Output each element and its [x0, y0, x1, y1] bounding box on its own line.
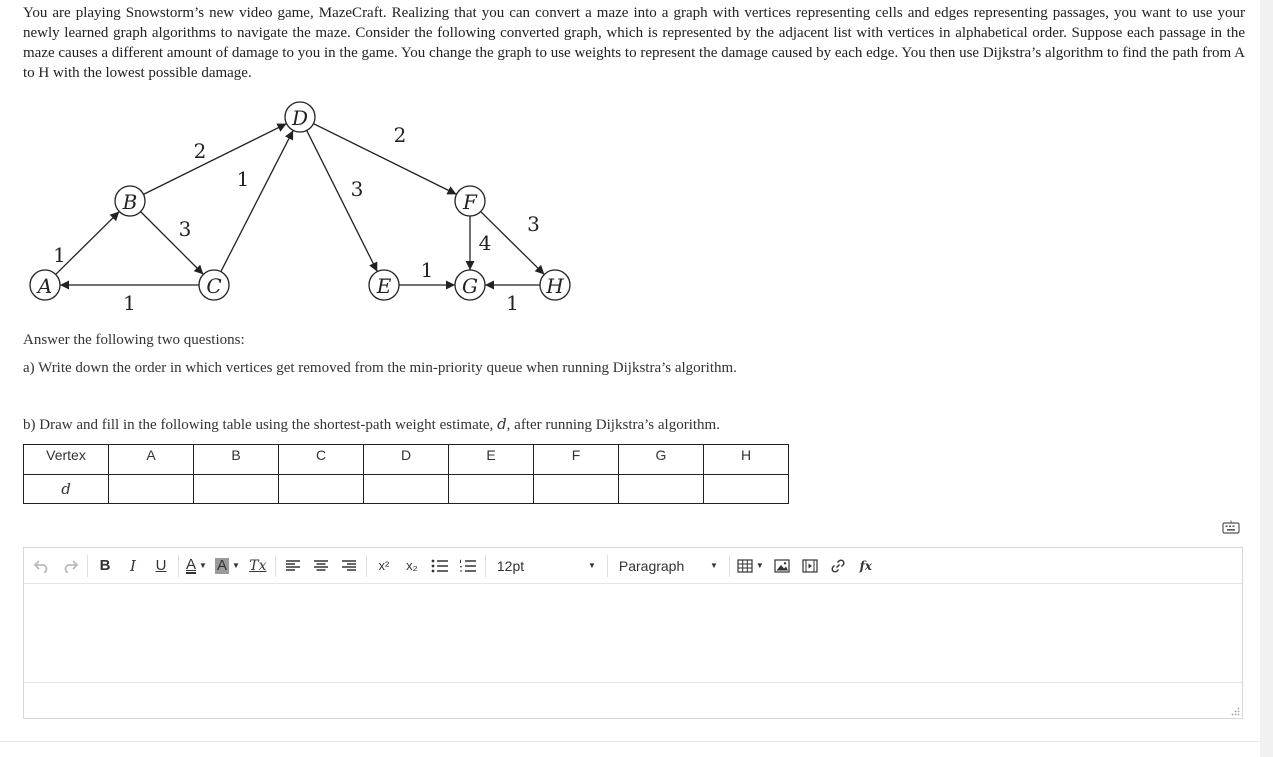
image-icon [774, 559, 790, 573]
toolbar-separator [178, 555, 179, 577]
question-a: a) Write down the order in which vertices get removed from the min-priority queue when running Dijkstra’s algorithm. [23, 360, 737, 376]
weighted-graph-figure [20, 95, 580, 310]
edge-weight-label: 2 [193, 139, 207, 163]
align-right-button[interactable] [335, 552, 363, 580]
subscript-button[interactable]: x₂ [406, 558, 418, 573]
table-value-cell [109, 475, 194, 504]
block-format-value: Paragraph [618, 557, 685, 574]
underline-button[interactable]: U [155, 557, 167, 574]
node-g [455, 270, 485, 300]
page-scrollbar[interactable] [1260, 0, 1273, 757]
editor-content-area[interactable] [24, 584, 1242, 684]
editor-toolbar [24, 548, 1242, 584]
node-label: D [291, 106, 309, 130]
table-header-cell: H [704, 445, 789, 475]
question-b-prefix: b) Draw and fill in the following table using the shortest-path weight estimate, [23, 417, 498, 433]
table-header-cell: G [619, 445, 704, 475]
link-icon [830, 558, 846, 574]
distance-table [23, 444, 789, 504]
edge-weight-label: 1 [236, 167, 250, 191]
block-format-select[interactable] [611, 552, 726, 580]
table-icon [737, 559, 753, 573]
align-center-icon [313, 559, 329, 573]
edge-weight-label: 1 [420, 258, 434, 282]
chevron-down-icon: ▼ [231, 561, 240, 570]
table-header-cell: D [364, 445, 449, 475]
insert-link-button[interactable] [824, 552, 852, 580]
edge-weight-label: 1 [506, 291, 519, 310]
chevron-down-icon: ▼ [199, 561, 207, 570]
node-h [540, 270, 570, 300]
node-f [455, 186, 485, 216]
node-label: A [37, 274, 53, 298]
table-value-cell [534, 475, 619, 504]
align-right-icon [341, 559, 357, 573]
media-icon [802, 559, 818, 573]
node-label: C [206, 274, 222, 298]
resize-handle-icon[interactable] [1231, 707, 1240, 716]
node-b [115, 186, 145, 216]
align-left-button[interactable] [279, 552, 307, 580]
chevron-down-icon: ▼ [755, 561, 764, 570]
table-header-cell: F [534, 445, 619, 475]
edge-weight-label: 1 [123, 291, 136, 310]
font-size-select[interactable] [489, 552, 604, 580]
table-value-cell [704, 475, 789, 504]
table-header-cell: E [449, 445, 534, 475]
node-a [30, 270, 60, 300]
undo-icon [34, 559, 50, 573]
edge-weight-label: 2 [393, 123, 407, 147]
table-header-cell: B [194, 445, 279, 475]
edge-d-e [307, 130, 378, 271]
node-label: G [462, 274, 478, 298]
redo-icon [62, 559, 78, 573]
edge-weight-label: 1 [53, 243, 66, 267]
insert-media-button[interactable] [796, 552, 824, 580]
edge-weight-label: 3 [178, 217, 192, 241]
table-value-cell [619, 475, 704, 504]
toolbar-separator [729, 555, 730, 577]
edge-b-d [143, 124, 286, 195]
rich-text-editor [23, 547, 1243, 719]
toolbar-separator [607, 555, 608, 577]
insert-table-button[interactable] [733, 552, 768, 580]
node-e [369, 270, 399, 300]
table-d-row [24, 475, 789, 504]
insert-formula-button[interactable]: fx [859, 558, 872, 573]
edge-d-f [313, 124, 456, 195]
node-label: E [376, 274, 392, 298]
table-header-cell: C [279, 445, 364, 475]
font-size-value: 12pt [496, 557, 525, 574]
question-b [23, 415, 720, 434]
node-d [285, 102, 315, 132]
question-b-symbol: d [497, 415, 507, 433]
edge-b-c [141, 212, 204, 275]
keyboard-icon[interactable] [1222, 520, 1240, 534]
align-left-icon [285, 559, 301, 573]
numbered-list-icon [459, 559, 477, 573]
clear-formatting-button[interactable]: Tx [249, 557, 267, 574]
italic-button[interactable]: I [130, 556, 136, 575]
answer-intro: Answer the following two questions: [23, 332, 245, 348]
bold-button[interactable]: B [99, 557, 111, 574]
question-text: You are playing Snowstorm’s new video game, MazeCraft. Realizing that you can convert a maze into a graph with vertices representing cells and edges representing passages, you want to use your newly learned graph algorithms to navigate the maze. Consider the following converted graph, which is represented by the adjacent list with vertices in alphabetical order. Suppose each passage in the maze causes a different amount of damage to you in the game. You change the graph to use weights to represent the damage caused by each edge. You then use Dijkstra’s algorithm to find the path from A to H with the lowest possible damage. [23, 5, 1245, 81]
insert-image-button[interactable] [768, 552, 796, 580]
toolbar-separator [275, 555, 276, 577]
edge-weight-label: 3 [350, 177, 364, 201]
edge-weight-label: 4 [478, 231, 492, 255]
node-label: H [546, 274, 564, 298]
table-header-cell: A [109, 445, 194, 475]
highlight-icon: A [216, 556, 227, 574]
toolbar-separator [366, 555, 367, 577]
redo-button[interactable] [56, 552, 84, 580]
table-value-cell [279, 475, 364, 504]
chevron-down-icon: ▼ [709, 561, 718, 570]
numbered-list-button[interactable] [454, 552, 482, 580]
text-color-button[interactable] [182, 552, 211, 580]
text-color-icon: A [186, 556, 197, 573]
superscript-button[interactable]: x² [378, 558, 390, 573]
align-center-button[interactable] [307, 552, 335, 580]
chevron-down-icon: ▼ [587, 561, 596, 570]
bullet-list-icon [431, 559, 449, 573]
page-divider [0, 741, 1260, 742]
node-c [199, 270, 229, 300]
question-b-suffix: , after running Dijkstra’s algorithm. [506, 417, 720, 433]
undo-button[interactable] [28, 552, 56, 580]
toolbar-separator [485, 555, 486, 577]
table-header-row [24, 445, 789, 475]
edge-c-d [221, 130, 293, 271]
table-value-cell [449, 475, 534, 504]
edge-weight-label: 3 [527, 212, 540, 236]
highlight-color-button[interactable] [211, 552, 244, 580]
node-label: F [463, 190, 477, 214]
node-label: B [122, 190, 138, 214]
table-row-label: d [24, 475, 109, 504]
table-header-label: Vertex [24, 445, 109, 475]
toolbar-separator [87, 555, 88, 577]
editor-statusbar [24, 682, 1242, 718]
table-value-cell [194, 475, 279, 504]
bullet-list-button[interactable] [426, 552, 454, 580]
table-value-cell [364, 475, 449, 504]
